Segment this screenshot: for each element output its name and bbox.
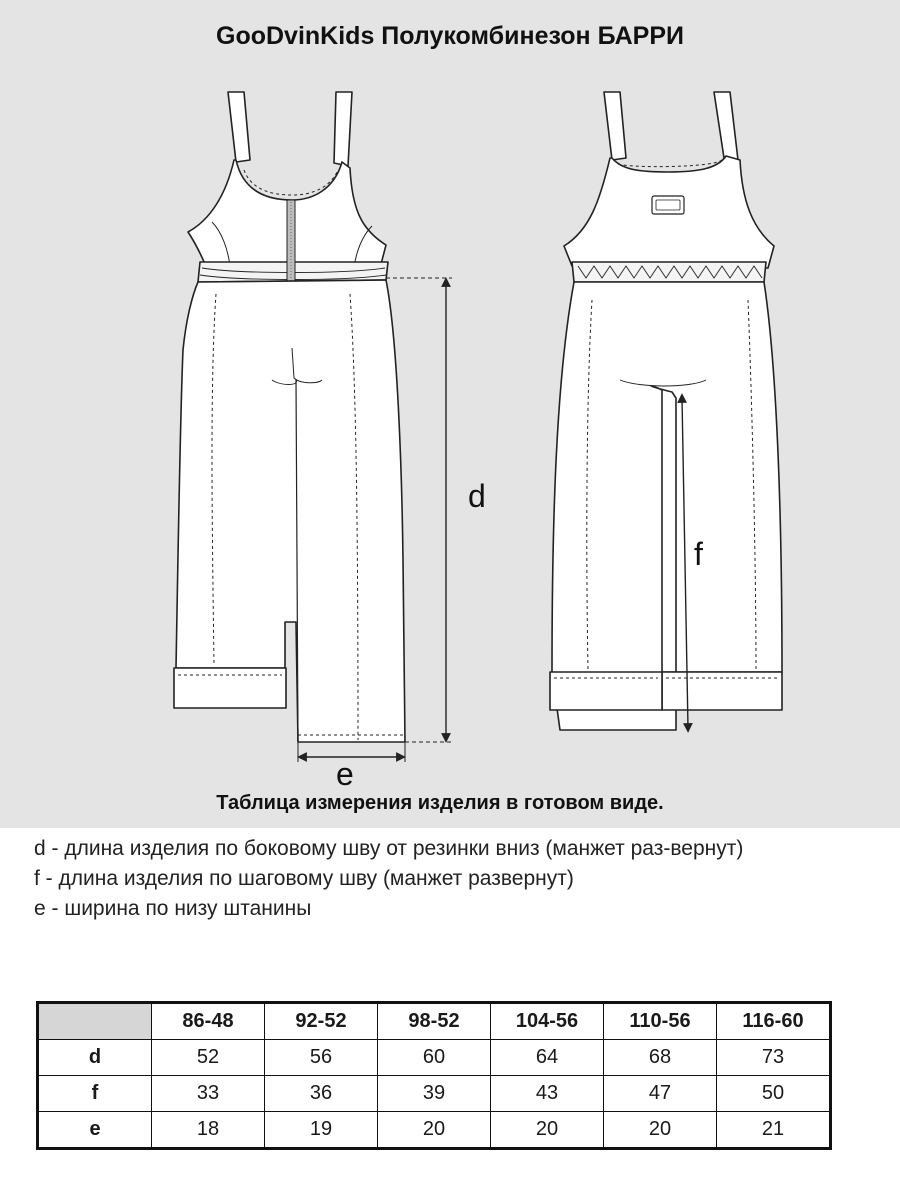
back-left-strap	[604, 92, 626, 160]
back-elastic	[572, 262, 766, 282]
legend-item-f: f - длина изделия по шаговому шву (манжет развернут)	[34, 867, 574, 890]
column-header: 98-52	[378, 1003, 491, 1040]
front-left-strap	[228, 92, 250, 162]
back-right-strap	[714, 92, 738, 160]
back-view	[550, 92, 782, 730]
dimension-e-label: e	[336, 756, 354, 792]
front-right-strap	[334, 92, 352, 166]
size-table	[36, 1001, 832, 1150]
table-cell: 43	[491, 1076, 604, 1112]
row-header: f	[38, 1076, 152, 1112]
table-row	[38, 1076, 831, 1112]
dimension-f-label: f	[694, 536, 703, 572]
table-cell: 20	[378, 1112, 491, 1149]
table-cell: 20	[491, 1112, 604, 1149]
table-cell: 50	[717, 1076, 831, 1112]
table-cell: 64	[491, 1040, 604, 1076]
table-cell: 73	[717, 1040, 831, 1076]
table-cell: 21	[717, 1112, 831, 1149]
table-corner-cell	[38, 1003, 152, 1040]
table-row	[38, 1040, 831, 1076]
table-cell: 39	[378, 1076, 491, 1112]
table-cell: 68	[604, 1040, 717, 1076]
back-label-patch	[652, 196, 684, 214]
table-cell: 19	[265, 1112, 378, 1149]
column-header: 110-56	[604, 1003, 717, 1040]
row-header: e	[38, 1112, 152, 1149]
table-cell: 60	[378, 1040, 491, 1076]
legend-item-e: e - ширина по низу штанины	[34, 897, 312, 920]
column-header: 92-52	[265, 1003, 378, 1040]
column-header: 116-60	[717, 1003, 831, 1040]
table-cell: 56	[265, 1040, 378, 1076]
legend-item-d: d - длина изделия по боковому шву от резинки вниз (манжет раз-вернут)	[34, 837, 744, 860]
table-row	[38, 1112, 831, 1149]
dimension-d-label: d	[468, 478, 486, 514]
row-header: d	[38, 1040, 152, 1076]
table-cell: 36	[265, 1076, 378, 1112]
table-cell: 20	[604, 1112, 717, 1149]
front-left-cuff	[174, 668, 286, 708]
table-cell: 52	[152, 1040, 265, 1076]
measurement-legend	[34, 834, 864, 924]
table-cell: 47	[604, 1076, 717, 1112]
table-caption: Таблица измерения изделия в готовом виде.	[216, 792, 664, 814]
table-cell: 33	[152, 1076, 265, 1112]
page-title: GooDvinKids Полукомбинезон БАРРИ	[216, 22, 684, 50]
column-header: 86-48	[152, 1003, 265, 1040]
table-cell: 18	[152, 1112, 265, 1149]
column-header: 104-56	[491, 1003, 604, 1040]
front-view	[174, 92, 405, 742]
table-header-row	[38, 1003, 831, 1040]
